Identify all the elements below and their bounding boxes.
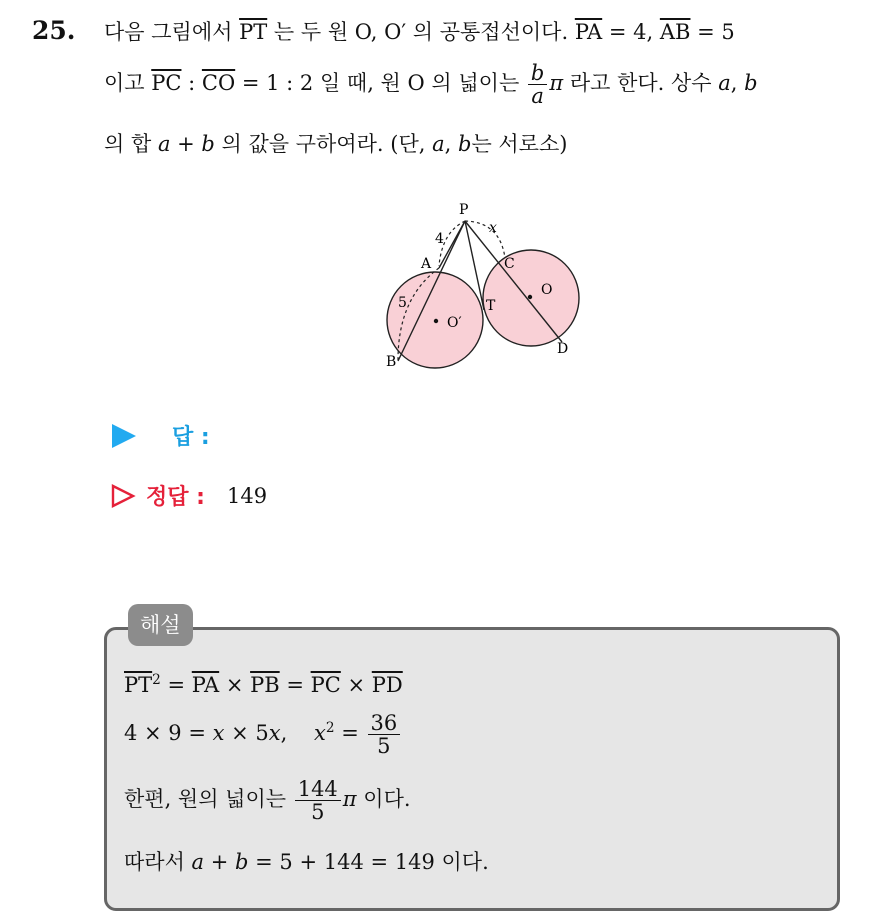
correct-answer-row <box>110 480 267 511</box>
problem-line-1 <box>104 16 735 46</box>
label-o-prime: O′ <box>447 315 462 331</box>
solution-line-3 <box>124 778 411 823</box>
label-d: D <box>557 341 569 357</box>
text: = <box>160 673 192 697</box>
segment-ab: $\overline{AB}$ <box>659 20 691 44</box>
text: 의 값을 구하여라. (단, <box>214 132 433 156</box>
text: 따라서 <box>124 850 192 874</box>
pi-symbol: π <box>549 71 564 96</box>
label-b: B <box>386 354 397 370</box>
text: 4 × 9 = <box>124 721 213 746</box>
problem-line-2 <box>104 62 758 107</box>
label-t: T <box>486 298 496 314</box>
text: × <box>219 673 251 697</box>
label-o: O <box>541 282 553 298</box>
problem-line-3 <box>104 128 567 158</box>
var-b: b <box>457 132 472 156</box>
answer-row <box>112 420 210 451</box>
solution-line-1 <box>124 672 403 697</box>
fraction-denominator: a <box>531 84 544 109</box>
solution-line-2 <box>124 712 402 757</box>
var-a: a <box>432 132 445 156</box>
text: = <box>279 673 311 697</box>
geometry-figure <box>380 195 590 375</box>
text: 이다. <box>356 787 411 812</box>
var-a: a <box>718 71 731 96</box>
superscript: 2 <box>325 720 335 737</box>
segment-co: $\overline{CO}$ <box>201 71 236 96</box>
fraction-36-over-5 <box>368 712 401 757</box>
text: : <box>181 71 202 96</box>
fraction-numerator: 144 <box>295 778 341 801</box>
fraction-numerator: b <box>528 62 547 85</box>
label-c: C <box>504 256 515 272</box>
fraction-b-over-a <box>528 62 547 107</box>
label-x: x <box>489 220 497 236</box>
text: = 1 : 2 일 때, 원 O 의 넓이는 <box>235 71 526 96</box>
var-a: a <box>157 132 171 156</box>
center-o <box>528 295 532 299</box>
center-o-prime <box>434 319 438 323</box>
label-p: P <box>459 202 469 218</box>
fraction-denominator: 5 <box>377 734 391 759</box>
text: 라고 한다. 상수 <box>563 71 719 96</box>
segment-pb: $\overline{PB}$ <box>250 673 280 697</box>
segment-pa: $\overline{PA}$ <box>191 673 220 697</box>
play-arrow-icon <box>112 424 136 448</box>
text: 한편, 원의 넓이는 <box>124 787 293 812</box>
segment-pc: $\overline{PC}$ <box>310 673 341 697</box>
var-b: b <box>744 71 758 96</box>
text: 는 두 원 O, O′ 의 공통접선이다. <box>267 20 575 44</box>
text: , <box>730 71 745 96</box>
fraction-144-over-5 <box>295 778 341 823</box>
var-x: x <box>268 721 281 746</box>
label-5: 5 <box>398 295 407 311</box>
fraction-denominator: 5 <box>311 800 325 825</box>
text: 의 합 <box>104 132 158 156</box>
segment-pd: $\overline{PD}$ <box>371 673 403 697</box>
text: 다음 그림에서 <box>104 20 240 44</box>
text: 이고 <box>104 71 152 96</box>
text: = 5 <box>690 20 735 44</box>
segment-pa: $\overline{PA}$ <box>574 20 603 44</box>
text: = 4, <box>602 20 660 44</box>
text: + <box>170 132 202 156</box>
outline-arrow-icon <box>110 483 136 509</box>
pi-symbol: π <box>342 787 357 812</box>
var-b: b <box>235 850 249 874</box>
text: × <box>340 673 372 697</box>
problem-number: 25. <box>32 16 76 45</box>
text: = <box>334 721 366 746</box>
correct-answer-label: 정답 : <box>146 485 205 510</box>
segment-pt: $\overline{PT}$ <box>239 20 268 44</box>
answer-label: 답 : <box>172 425 210 450</box>
var-b: b <box>201 132 215 156</box>
var-x: x <box>314 721 326 746</box>
var-x: x <box>212 721 225 746</box>
segment-pt: $\overline{PT}$ <box>124 673 153 697</box>
solution-line-4 <box>124 846 489 876</box>
segment-pc: $\overline{PC}$ <box>151 71 182 96</box>
label-a: A <box>421 256 432 272</box>
solution-tab: 해설 <box>128 604 193 646</box>
fraction-numerator: 36 <box>368 712 401 735</box>
text: × 5 <box>224 721 269 746</box>
text: + <box>204 850 236 874</box>
text: , <box>444 132 458 156</box>
text: = 5 + 144 = 149 이다. <box>248 850 489 874</box>
text: , <box>280 721 315 746</box>
var-a: a <box>191 850 205 874</box>
label-4: 4 <box>435 231 444 247</box>
correct-answer-value: 149 <box>226 483 268 508</box>
text: 는 서로소) <box>471 132 568 156</box>
superscript: 2 <box>152 672 161 688</box>
